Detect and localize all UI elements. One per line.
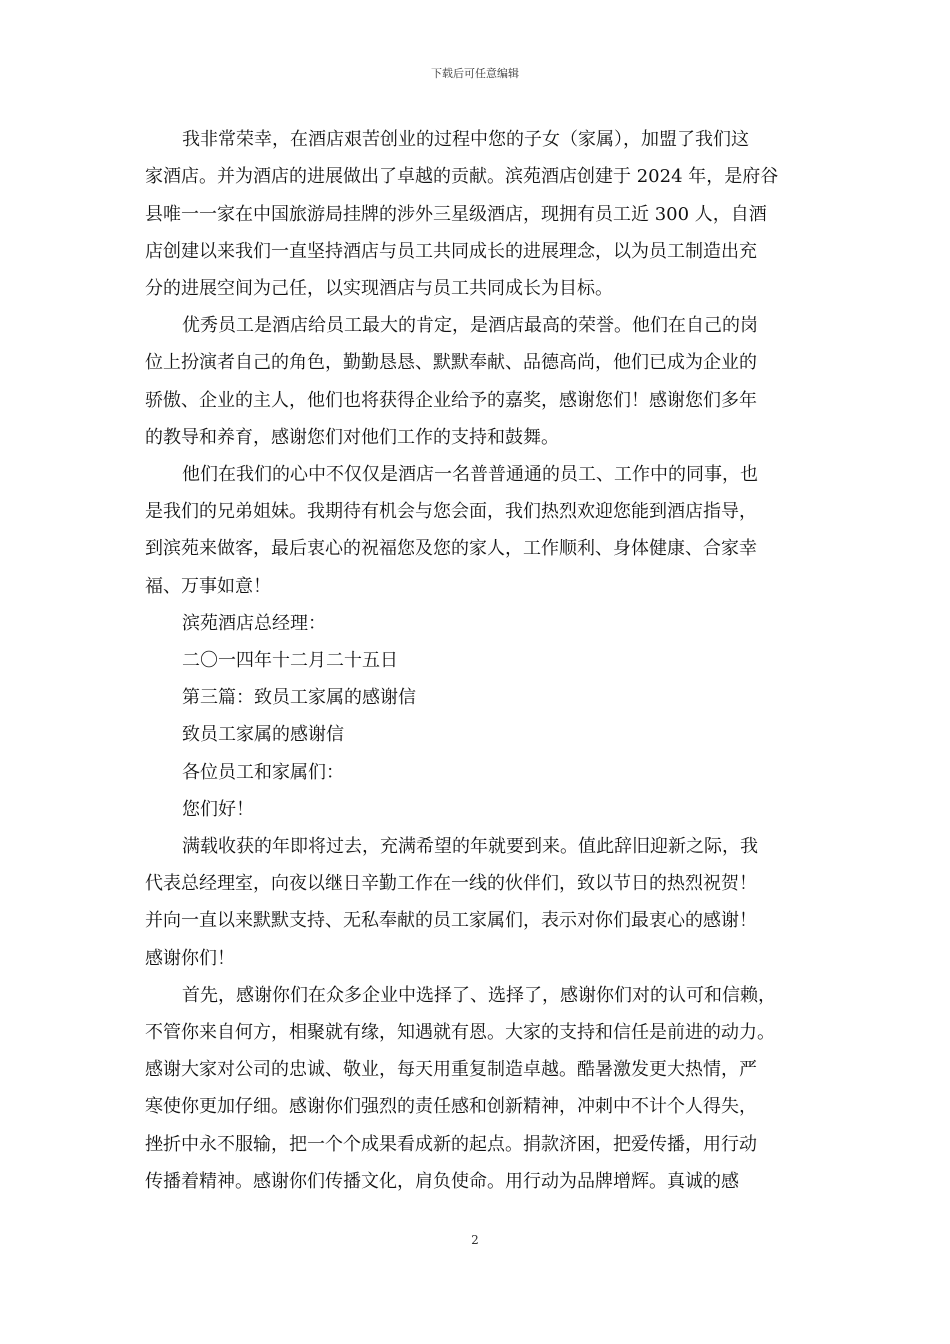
- paragraph-line: 挫折中永不服输，把一个个成果看成新的起点。捐款济困，把爱传播，用行动: [145, 1134, 757, 1155]
- paragraph-line: 县唯一一家在中国旅游局挂牌的涉外三星级酒店，现拥有员工近 300 人，自酒: [145, 204, 767, 225]
- paragraph-line: 我非常荣幸，在酒店艰苦创业的过程中您的子女（家属），加盟了我们这: [182, 129, 749, 150]
- page-header: 下载后可任意编辑: [431, 67, 519, 80]
- paragraph-line: 分的进展空间为己任，以实现酒店与员工共同成长为目标。: [145, 278, 613, 299]
- paragraph-line: 骄傲、企业的主人，他们也将获得企业给予的嘉奖，感谢您们！感谢您们多年: [145, 390, 757, 411]
- paragraph-line: 是我们的兄弟姐妹。我期待有机会与您会面，我们热烈欢迎您能到酒店指导，: [145, 501, 757, 522]
- paragraph-line: 首先，感谢你们在众多企业中选择了、选择了，感谢你们对的认可和信赖，: [182, 985, 776, 1006]
- paragraph-line: 福、万事如意！: [145, 576, 271, 597]
- section-heading: 第三篇：致员工家属的感谢信: [182, 687, 416, 708]
- paragraph-line: 家酒店。并为酒店的进展做出了卓越的贡献。滨苑酒店创建于 2024 年，是府谷: [145, 166, 779, 187]
- paragraph-line: 店创建以来我们一直坚持酒店与员工共同成长的进展理念，以为员工制造出充: [145, 241, 757, 262]
- paragraph-line: 他们在我们的心中不仅仅是酒店一名普普通通的员工、工作中的同事，也: [182, 464, 758, 485]
- paragraph-line: 传播着精神。感谢你们传播文化，肩负使命。用行动为品牌增辉。真诚的感: [145, 1171, 739, 1192]
- paragraph-line: 满载收获的年即将过去，充满希望的年就要到来。值此辞旧迎新之际，我: [182, 836, 758, 857]
- paragraph-line: 感谢你们！: [145, 948, 235, 969]
- page-number: 2: [471, 1233, 479, 1247]
- paragraph-line: 不管你来自何方，相聚就有缘，知遇就有恩。大家的支持和信任是前进的动力。: [145, 1022, 775, 1043]
- paragraph-line: 到滨苑来做客，最后衷心的祝福您及您的家人，工作顺利、身体健康、合家幸: [145, 538, 757, 559]
- paragraph-line: 感谢大家对公司的忠诚、敬业，每天用重复制造卓越。酷暑激发更大热情，严: [145, 1059, 757, 1080]
- signature-line: 滨苑酒店总经理：: [182, 613, 326, 634]
- paragraph-line: 优秀员工是酒店给员工最大的肯定，是酒店最高的荣誉。他们在自己的岗: [182, 315, 758, 336]
- letter-title: 致员工家属的感谢信: [182, 724, 344, 745]
- greeting: 您们好！: [182, 799, 254, 820]
- paragraph-line: 位上扮演者自己的角色，勤勤恳恳、默默奉献、品德高尚，他们已成为企业的: [145, 352, 757, 373]
- salutation: 各位员工和家属们：: [182, 762, 344, 783]
- paragraph-line: 寒使你更加仔细。感谢你们强烈的责任感和创新精神，冲刺中不计个人得失，: [145, 1096, 757, 1117]
- paragraph-line: 的教导和养育，感谢您们对他们工作的支持和鼓舞。: [145, 427, 559, 448]
- date-line: 二〇一四年十二月二十五日: [182, 650, 398, 671]
- paragraph-line: 并向一直以来默默支持、无私奉献的员工家属们，表示对你们最衷心的感谢！: [145, 910, 757, 931]
- paragraph-line: 代表总经理室，向夜以继日辛勤工作在一线的伙伴们，致以节日的热烈祝贺！: [145, 873, 757, 894]
